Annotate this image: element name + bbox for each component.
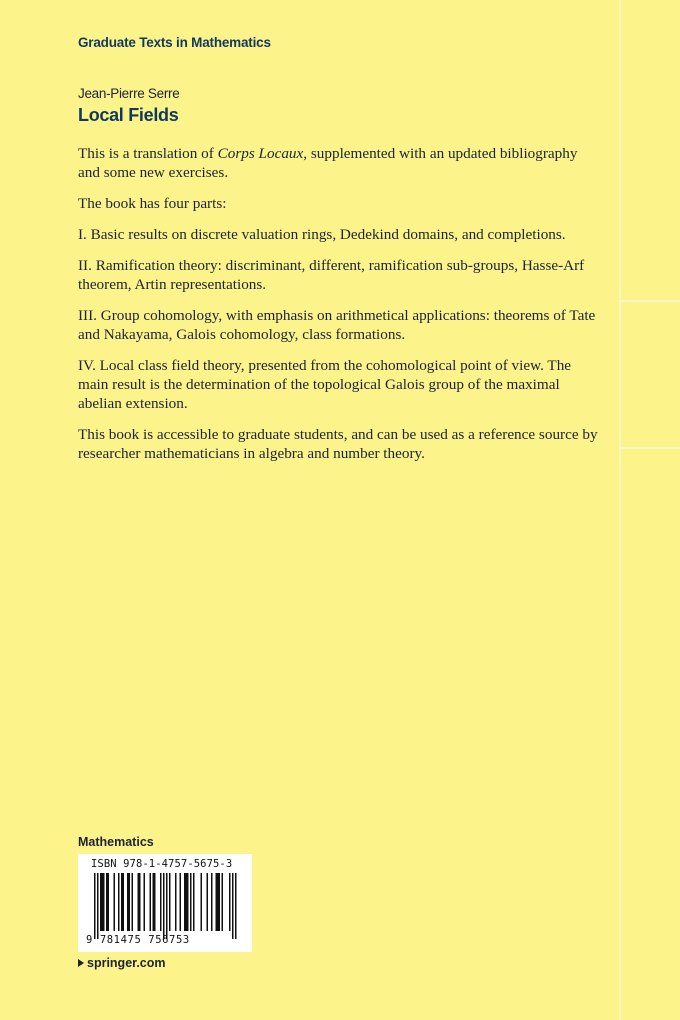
- barcode-bar: [102, 873, 104, 931]
- spine-edge-line: [619, 0, 621, 1020]
- publisher-link[interactable]: [78, 956, 166, 970]
- barcode-bar: [193, 873, 195, 931]
- barcode-bar: [127, 873, 129, 931]
- barcode-bar: [118, 873, 120, 931]
- barcode-bar: [132, 873, 134, 931]
- description: [78, 144, 603, 475]
- isbn-label: ISBN 978-1-4757-5675-3: [91, 858, 233, 870]
- barcode-bar: [222, 873, 224, 931]
- intro-text-after: , supplemented with an updated bibliography and some new exercises.: [78, 145, 578, 181]
- barcode-bar: [169, 873, 171, 931]
- subject-label: Mathematics: [78, 835, 154, 849]
- intro-text-before: This is a translation of: [78, 145, 218, 162]
- publisher-url: springer.com: [87, 956, 166, 970]
- spine-rule-bottom: [621, 447, 680, 449]
- barcode-bar: [114, 873, 116, 931]
- part-4: IV. Local class field theory, presented from the cohomological point of view. The main result is the determination of the topological Galois group of the maximal abelian extension.: [78, 357, 572, 412]
- barcode-bar: [139, 873, 141, 931]
- closing-paragraph: This book is accessible to graduate students, and can be used as a reference source by researcher mathematicians in algebra and number theory.: [78, 426, 598, 462]
- barcode-bar: [150, 873, 152, 931]
- barcode-bar: [129, 873, 131, 931]
- barcode-bar: [187, 873, 189, 931]
- barcode-bar: [232, 873, 234, 939]
- triangle-arrow-icon: [78, 959, 84, 967]
- ean-digits: 9 781475 756753: [86, 934, 190, 946]
- barcode-bar: [154, 873, 156, 931]
- barcode-bar: [184, 873, 186, 931]
- barcode-bar: [144, 873, 146, 931]
- barcode-bar: [216, 873, 218, 931]
- barcode-bar: [190, 873, 192, 931]
- parts-heading: The book has four parts:: [78, 195, 227, 212]
- barcode-icon: [88, 873, 242, 943]
- part-3: III. Group cohomology, with emphasis on arithmetical applications: theorems of Tate and Nakayama, Galois cohomology, class formations.: [78, 307, 596, 343]
- barcode-bar: [103, 873, 105, 931]
- barcode-bar: [138, 873, 140, 931]
- barcode-bar: [97, 873, 99, 939]
- barcode-bar: [186, 873, 188, 931]
- barcode-bar: [217, 873, 219, 931]
- part-1: I. Basic results on discrete valuation rings, Dedekind domains, and completions.: [78, 226, 566, 243]
- intro-paragraph: [78, 144, 603, 182]
- book-title: Local Fields: [78, 105, 179, 125]
- barcode-bar: [163, 873, 165, 939]
- barcode-bar: [229, 873, 231, 931]
- barcode-bar: [121, 873, 123, 931]
- barcode-bar: [106, 873, 108, 931]
- barcode-bar: [207, 873, 209, 931]
- barcode-bar: [211, 873, 213, 931]
- barcode-block: [78, 854, 252, 952]
- barcode-bar: [100, 873, 102, 931]
- part-2: II. Ramification theory: discriminant, different, ramification sub-groups, Hasse-Arf theorem, Artin representations.: [78, 257, 585, 293]
- author-name: Jean-Pierre Serre: [78, 86, 180, 101]
- barcode-bar: [108, 873, 110, 931]
- series-title: Graduate Texts in Mathematics: [78, 35, 271, 50]
- barcode-bar: [153, 873, 155, 931]
- spine-rule-top: [621, 300, 680, 302]
- barcode-bar: [180, 873, 182, 931]
- barcode-bar: [123, 873, 125, 931]
- barcode-bar: [160, 873, 162, 931]
- barcode-bar: [219, 873, 221, 931]
- barcode-bar: [94, 873, 96, 939]
- barcode-bar: [235, 873, 237, 939]
- barcode-bar: [175, 873, 177, 931]
- barcode-bar: [201, 873, 203, 931]
- intro-italic-title: Corps Locaux: [217, 145, 304, 162]
- barcode-bar: [166, 873, 168, 939]
